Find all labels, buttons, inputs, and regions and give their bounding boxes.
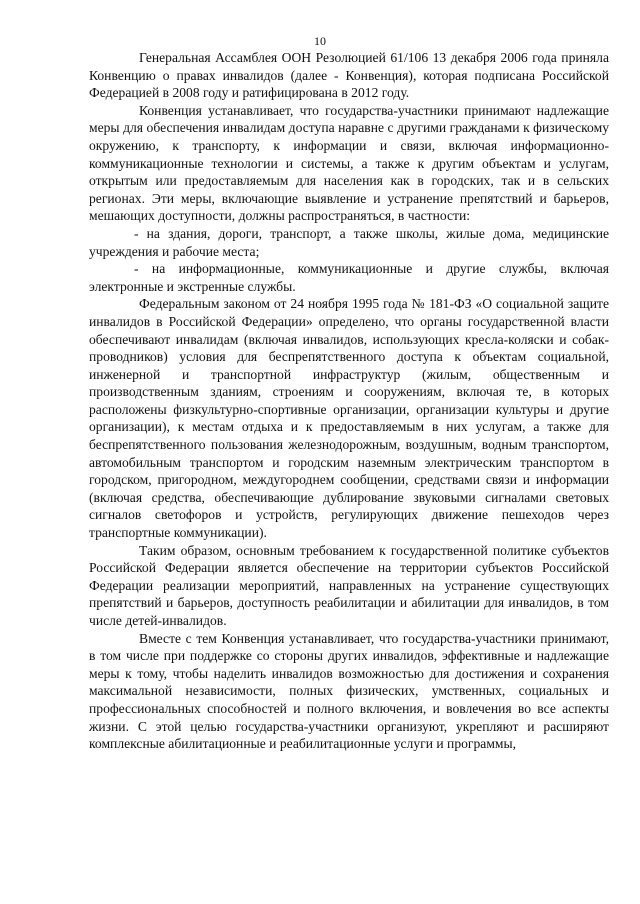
document-body — [89, 49, 609, 753]
list-item-services: - на информационные, коммуникационные и другие службы, включая электронные и экстренные службы. — [89, 261, 609, 294]
paragraph-state-policy: Таким образом, основным требованием к государственной политике субъектов Российской Федерации является обеспечение на территории субъектов Российской Федерации реализации мероприятий, направленных на устранение существующих препятствий и барьеров, доступность реабилитации и абилитации для инвалидов, в том числе детей-инвалидов. — [89, 542, 609, 628]
paragraph-un-resolution: Генеральная Ассамблея ООН Резолюцией 61/106 13 декабря 2006 года приняла Конвенцию о правах инвалидов (далее - Конвенция), которая подписана Российской Федерацией в 2008 году и ратифицирована в 2012 году. — [89, 50, 609, 101]
paragraph-convention-measures: Конвенция устанавливает, что государства-участники принимают надлежащие меры для обеспечения инвалидам доступа наравне с другими гражданами к физическому окружению, к транспорту, к информации и связи, включая информационно-коммуникационные технологии и системы, а также к другим объектам и услугам, открытым или предоставляемым для населения как в городских, так и в сельских регионах. Эти меры, включающие выявление и устранение препятствий и барьеров, мешающих доступности, должны распространяться, в частности: — [89, 102, 609, 224]
paragraph-federal-law: Федеральным законом от 24 ноября 1995 года № 181-ФЗ «О социальной защите инвалидов в Российской Федерации» определено, что органы государственной власти обеспечивают инвалидам (включая инвалидов, использующих кресла-коляски и собак-проводников) условия для беспрепятственного доступа к объектам социальной, инженерной и транспортной инфраструктур (жилым, общественным и производственным зданиям, строениям и сооружениям, включая те, в которых расположены физкультурно-спортивные организации, организации культуры и другие организации), к местам отдыха и к предоставляемым в них услугам, а также для беспрепятственного пользования железнодорожным, воздушным, водным транспортом, автомобильным транспортом и городским наземным электрическим транспортом в городском, пригородном, междугороднем сообщении, средствами связи и информации (включая средства, обеспечивающие дублирование звуковыми сигналами световых сигналов светофоров и устройств, регулирующих движение пешеходов через транспортные коммуникации). — [89, 296, 609, 541]
paragraph-habilitation: Вместе с тем Конвенция устанавливает, что государства-участники принимают, в том числе при поддержке со стороны других инвалидов, эффективные и надлежащие меры к тому, чтобы наделить инвалидов возможностью для достижения и сохранения максимальной независимости, полных физических, умственных, социальных и профессиональных способностей и полного включения, и вовлечения во все аспекты жизни. С этой целью государства-участники организуют, укрепляют и расширяют комплексные абилитационные и реабилитационные услуги и программы, — [89, 630, 609, 752]
list-item-buildings: - на здания, дороги, транспорт, а также школы, жилые дома, медицинские учреждения и рабочие места; — [89, 225, 609, 259]
page-number: 10 — [314, 34, 326, 48]
